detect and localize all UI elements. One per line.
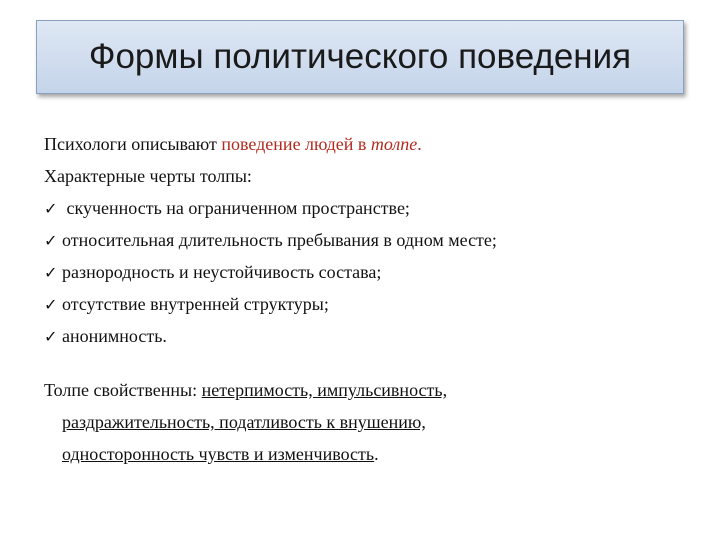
properties-line-3: [44, 438, 684, 470]
slide-body: [44, 128, 684, 470]
title-box: [36, 20, 684, 94]
trait-text: разнородность и неустойчивость состава;: [62, 262, 382, 282]
properties-end: .: [374, 444, 379, 464]
intro-highlight: поведение людей в: [221, 134, 371, 154]
slide-title: Формы политического поведения: [88, 37, 632, 76]
trait-item: [44, 320, 684, 352]
properties-text-3: односторонность чувств и изменчивость: [62, 444, 375, 464]
properties-prefix: Толпе свойственны:: [44, 380, 202, 400]
intro-line: [44, 128, 684, 160]
trait-text: отсутствие внутренней структуры;: [62, 294, 329, 314]
trait-text: анонимность.: [62, 326, 167, 346]
trait-text: относительная длительность пребывания в одном месте;: [62, 230, 497, 250]
trait-text: скученность на ограниченном пространстве;: [62, 198, 410, 218]
properties-line-1: [44, 374, 684, 406]
intro-suffix: .: [417, 134, 422, 154]
intro-highlight-italic: толпе: [370, 134, 418, 154]
check-icon: ✓: [44, 263, 58, 282]
properties-line-2: [44, 406, 684, 438]
traits-heading: Характерные черты толпы:: [44, 166, 252, 186]
trait-item: [44, 192, 684, 224]
check-icon: ✓: [44, 327, 58, 346]
properties-text-2: раздражительность, податливость к внушению,: [62, 412, 426, 432]
check-icon: ✓: [44, 295, 58, 314]
spacer: [44, 352, 684, 374]
check-icon: ✓: [44, 199, 58, 218]
trait-item: [44, 288, 684, 320]
trait-item: [44, 224, 684, 256]
trait-item: [44, 256, 684, 288]
properties-text-1: нетерпимость, импульсивность,: [201, 380, 448, 400]
check-icon: ✓: [44, 231, 58, 250]
intro-prefix: Психологи описывают: [44, 134, 222, 154]
